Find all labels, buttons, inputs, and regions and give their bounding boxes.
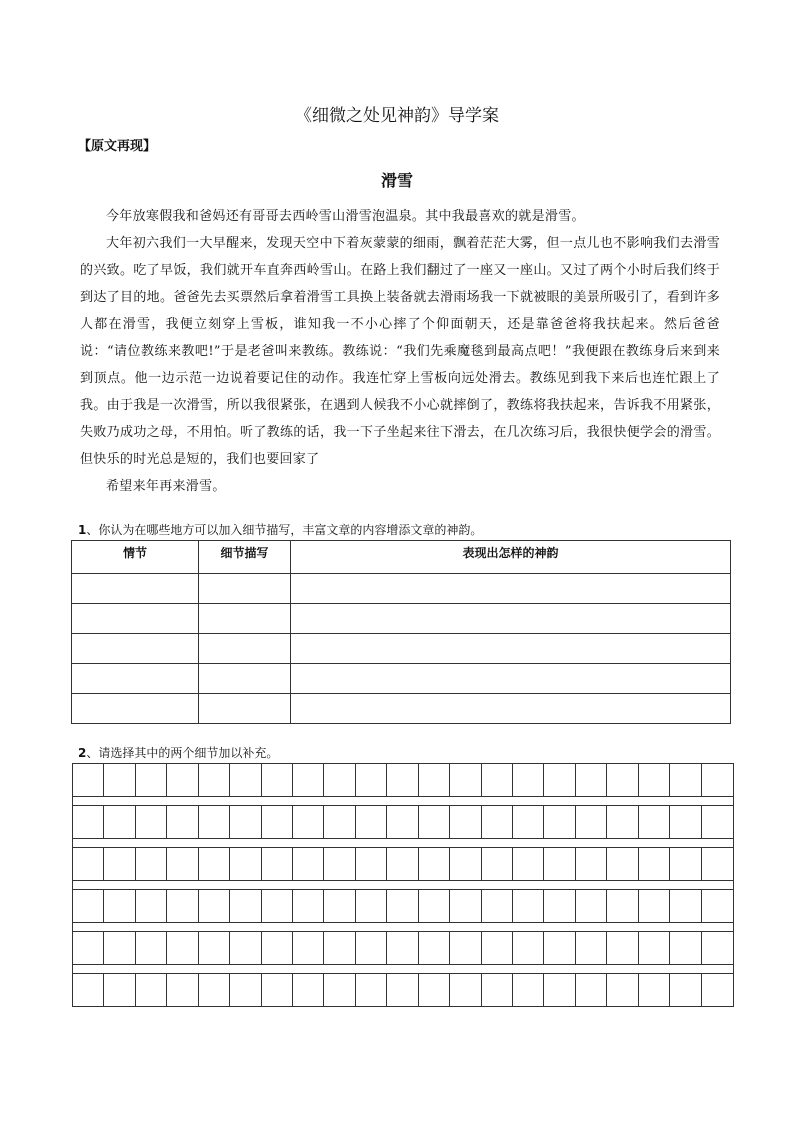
grid-cell[interactable]: [607, 932, 638, 965]
grid-row: [72, 847, 734, 881]
grid-cell[interactable]: [670, 806, 701, 839]
grid-cell[interactable]: [167, 848, 198, 881]
answer-cell[interactable]: [199, 574, 291, 604]
grid-cell[interactable]: [167, 890, 198, 923]
grid-row: [72, 889, 734, 923]
answer-cell[interactable]: [291, 604, 731, 634]
grid-cell[interactable]: [387, 764, 418, 797]
grid-cell[interactable]: [199, 890, 230, 923]
question-2-number: 2: [78, 746, 87, 760]
grid-cell[interactable]: [262, 764, 293, 797]
answer-cell[interactable]: [72, 694, 199, 724]
grid-cell[interactable]: [450, 974, 481, 1007]
answer-cell[interactable]: [72, 634, 199, 664]
grid-cell[interactable]: [293, 890, 324, 923]
grid-cell[interactable]: [73, 764, 104, 797]
grid-cell[interactable]: [419, 848, 450, 881]
grid-cell[interactable]: [482, 974, 513, 1007]
grid-cell[interactable]: [104, 764, 135, 797]
grid-cell[interactable]: [702, 764, 733, 797]
grid-cell[interactable]: [356, 806, 387, 839]
grid-cell[interactable]: [104, 890, 135, 923]
grid-cell[interactable]: [513, 974, 544, 1007]
grid-cell[interactable]: [702, 974, 733, 1007]
grid-cell[interactable]: [607, 806, 638, 839]
header-plot: 情节: [72, 541, 199, 574]
grid-cell[interactable]: [607, 764, 638, 797]
grid-cell[interactable]: [104, 848, 135, 881]
grid-cell[interactable]: [73, 932, 104, 965]
grid-cell[interactable]: [482, 806, 513, 839]
passage-paragraph: 大年初六我们一大早醒来，发现天空中下着灰蒙蒙的细雨，飘着茫茫大雾，但一点儿也不影响我们去滑雪的兴致。吃了早饭，我们就开车直奔西岭雪山。在路上我们翻过了一座又一座山。又过了两个小时后我们终于到达了目的地。爸爸先去买票然后拿着滑雪工具换上装备就去滑雨场我一下就被眼的美景所吸引了，看到许多人都在滑雪，我便立刻穿上雪板，谁知我一不小心摔了个仰面朝天，还是靠爸爸将我扶起来。然后爸爸说：“请位教练来教吧!”于是老爸叫来教练。教练说：“我们先乘魔毯到最高点吧！”我便跟在教练身后来到来到顶点。他一边示范一边说着要记住的动作。我连忙穿上雪板向远处滑去。教练见到我下来后也连忙跟上了我。由于我是一次滑雪，所以我很紧张，在遇到人候我不小心就摔倒了，教练将我扶起来，告诉我不用紧张，失败乃成功之母，不用怕。听了教练的话，我一下子坐起来往下滑去，在几次练习后，我很快便学会的滑雪。但快乐的时光总是短的，我们也要回家了: [80, 236, 720, 467]
grid-cell[interactable]: [230, 890, 261, 923]
grid-cell[interactable]: [607, 890, 638, 923]
grid-cell[interactable]: [639, 890, 670, 923]
answer-table-header-row: [72, 541, 731, 574]
grid-cell[interactable]: [387, 890, 418, 923]
answer-cell[interactable]: [291, 574, 731, 604]
grid-cell[interactable]: [167, 806, 198, 839]
grid-cell[interactable]: [293, 974, 324, 1007]
grid-cell[interactable]: [639, 764, 670, 797]
grid-cell[interactable]: [230, 848, 261, 881]
grid-row: [72, 973, 734, 1007]
grid-cell[interactable]: [387, 806, 418, 839]
grid-cell[interactable]: [450, 764, 481, 797]
grid-cell[interactable]: [387, 974, 418, 1007]
grid-cell[interactable]: [387, 848, 418, 881]
grid-cell[interactable]: [199, 974, 230, 1007]
question-1: [78, 521, 482, 539]
grid-cell[interactable]: [576, 890, 607, 923]
grid-cell[interactable]: [136, 974, 167, 1007]
table-row: [72, 664, 731, 694]
grid-cell[interactable]: [670, 932, 701, 965]
grid-cell[interactable]: [73, 848, 104, 881]
section-label: 【原文再现】: [78, 139, 157, 154]
grid-cell[interactable]: [104, 974, 135, 1007]
grid-cell[interactable]: [450, 806, 481, 839]
grid-cell[interactable]: [482, 764, 513, 797]
grid-cell[interactable]: [419, 890, 450, 923]
grid-cell[interactable]: [136, 848, 167, 881]
grid-cell[interactable]: [199, 932, 230, 965]
grid-cell[interactable]: [136, 806, 167, 839]
grid-cell[interactable]: [544, 932, 575, 965]
grid-cell[interactable]: [670, 848, 701, 881]
grid-cell[interactable]: [356, 764, 387, 797]
grid-cell[interactable]: [702, 890, 733, 923]
grid-cell[interactable]: [607, 974, 638, 1007]
answer-cell[interactable]: [199, 634, 291, 664]
grid-cell[interactable]: [356, 974, 387, 1007]
question-1-number: 1: [78, 523, 87, 537]
grid-cell[interactable]: [639, 974, 670, 1007]
grid-cell[interactable]: [293, 848, 324, 881]
grid-cell[interactable]: [513, 764, 544, 797]
grid-cell[interactable]: [576, 974, 607, 1007]
page-title: 《细微之处见神韵》导学案: [295, 106, 499, 126]
grid-gap: [72, 965, 734, 973]
question-2-text: 、请选择其中的两个细节加以补充。: [86, 746, 279, 760]
grid-cell[interactable]: [482, 932, 513, 965]
answer-cell[interactable]: [199, 664, 291, 694]
grid-cell[interactable]: [262, 890, 293, 923]
grid-cell[interactable]: [73, 890, 104, 923]
header-detail: 细节描写: [199, 541, 291, 574]
grid-cell[interactable]: [73, 806, 104, 839]
grid-cell[interactable]: [702, 848, 733, 881]
grid-cell[interactable]: [167, 764, 198, 797]
grid-cell[interactable]: [324, 890, 355, 923]
grid-cell[interactable]: [230, 764, 261, 797]
passage-title: 滑雪: [380, 171, 413, 190]
grid-cell[interactable]: [419, 932, 450, 965]
table-row: [72, 574, 731, 604]
grid-cell[interactable]: [324, 932, 355, 965]
grid-cell[interactable]: [639, 848, 670, 881]
grid-cell[interactable]: [293, 932, 324, 965]
grid-cell[interactable]: [293, 806, 324, 839]
question-1-text: 、你认为在哪些地方可以加入细节描写，丰富文章的内容增添文章的神韵。: [86, 523, 483, 537]
grid-cell[interactable]: [230, 932, 261, 965]
grid-cell[interactable]: [544, 890, 575, 923]
answer-cell[interactable]: [72, 664, 199, 694]
grid-cell[interactable]: [513, 806, 544, 839]
grid-cell[interactable]: [513, 848, 544, 881]
grid-cell[interactable]: [419, 806, 450, 839]
grid-cell[interactable]: [262, 806, 293, 839]
grid-cell[interactable]: [199, 764, 230, 797]
grid-cell[interactable]: [482, 848, 513, 881]
grid-cell[interactable]: [607, 848, 638, 881]
writing-grid: [72, 763, 734, 1007]
grid-cell[interactable]: [450, 890, 481, 923]
grid-cell[interactable]: [136, 764, 167, 797]
grid-cell[interactable]: [513, 932, 544, 965]
grid-cell[interactable]: [576, 932, 607, 965]
grid-gap: [72, 881, 734, 889]
grid-cell[interactable]: [104, 932, 135, 965]
grid-cell[interactable]: [230, 974, 261, 1007]
grid-cell[interactable]: [639, 806, 670, 839]
grid-cell[interactable]: [136, 890, 167, 923]
grid-cell[interactable]: [702, 806, 733, 839]
grid-cell[interactable]: [167, 932, 198, 965]
grid-cell[interactable]: [73, 974, 104, 1007]
grid-cell[interactable]: [199, 848, 230, 881]
grid-cell[interactable]: [167, 974, 198, 1007]
passage-paragraph: 希望来年再来滑雪。: [106, 479, 226, 494]
table-row: [72, 604, 731, 634]
passage-paragraph: 今年放寒假我和爸妈还有哥哥去西岭雪山滑雪泡温泉。其中我最喜欢的就是滑雪。: [106, 209, 585, 224]
grid-row: [72, 805, 734, 839]
answer-cell[interactable]: [291, 664, 731, 694]
grid-cell[interactable]: [324, 764, 355, 797]
grid-cell[interactable]: [670, 974, 701, 1007]
grid-cell[interactable]: [702, 932, 733, 965]
grid-row: [72, 931, 734, 965]
table-row: [72, 694, 731, 724]
grid-cell[interactable]: [262, 848, 293, 881]
grid-cell[interactable]: [356, 932, 387, 965]
grid-cell[interactable]: [136, 932, 167, 965]
grid-cell[interactable]: [356, 890, 387, 923]
grid-cell[interactable]: [293, 764, 324, 797]
grid-cell[interactable]: [576, 848, 607, 881]
grid-cell[interactable]: [639, 932, 670, 965]
answer-cell[interactable]: [291, 634, 731, 664]
grid-cell[interactable]: [262, 974, 293, 1007]
grid-gap: [72, 923, 734, 931]
grid-cell[interactable]: [576, 764, 607, 797]
grid-cell[interactable]: [513, 890, 544, 923]
grid-cell[interactable]: [419, 764, 450, 797]
grid-cell[interactable]: [544, 806, 575, 839]
grid-gap: [72, 839, 734, 847]
grid-cell[interactable]: [450, 932, 481, 965]
grid-cell[interactable]: [324, 806, 355, 839]
answer-cell[interactable]: [199, 604, 291, 634]
answer-cell[interactable]: [72, 574, 199, 604]
grid-row: [72, 763, 734, 797]
grid-cell[interactable]: [262, 932, 293, 965]
answer-cell[interactable]: [72, 604, 199, 634]
table-row: [72, 634, 731, 664]
header-charm: 表现出怎样的神韵: [291, 541, 731, 574]
question-2: [78, 744, 278, 762]
answer-cell[interactable]: [291, 694, 731, 724]
grid-cell[interactable]: [670, 764, 701, 797]
grid-cell[interactable]: [356, 848, 387, 881]
grid-cell[interactable]: [104, 806, 135, 839]
grid-cell[interactable]: [230, 806, 261, 839]
grid-cell[interactable]: [324, 974, 355, 1007]
grid-gap: [72, 797, 734, 805]
grid-cell[interactable]: [199, 806, 230, 839]
grid-cell[interactable]: [670, 890, 701, 923]
grid-cell[interactable]: [419, 974, 450, 1007]
grid-cell[interactable]: [450, 848, 481, 881]
answer-table: [71, 540, 731, 724]
passage-body: [80, 203, 720, 500]
grid-cell[interactable]: [544, 764, 575, 797]
grid-cell[interactable]: [544, 974, 575, 1007]
answer-cell[interactable]: [199, 694, 291, 724]
grid-cell[interactable]: [387, 932, 418, 965]
grid-cell[interactable]: [482, 890, 513, 923]
grid-cell[interactable]: [324, 848, 355, 881]
grid-cell[interactable]: [576, 806, 607, 839]
grid-cell[interactable]: [544, 848, 575, 881]
